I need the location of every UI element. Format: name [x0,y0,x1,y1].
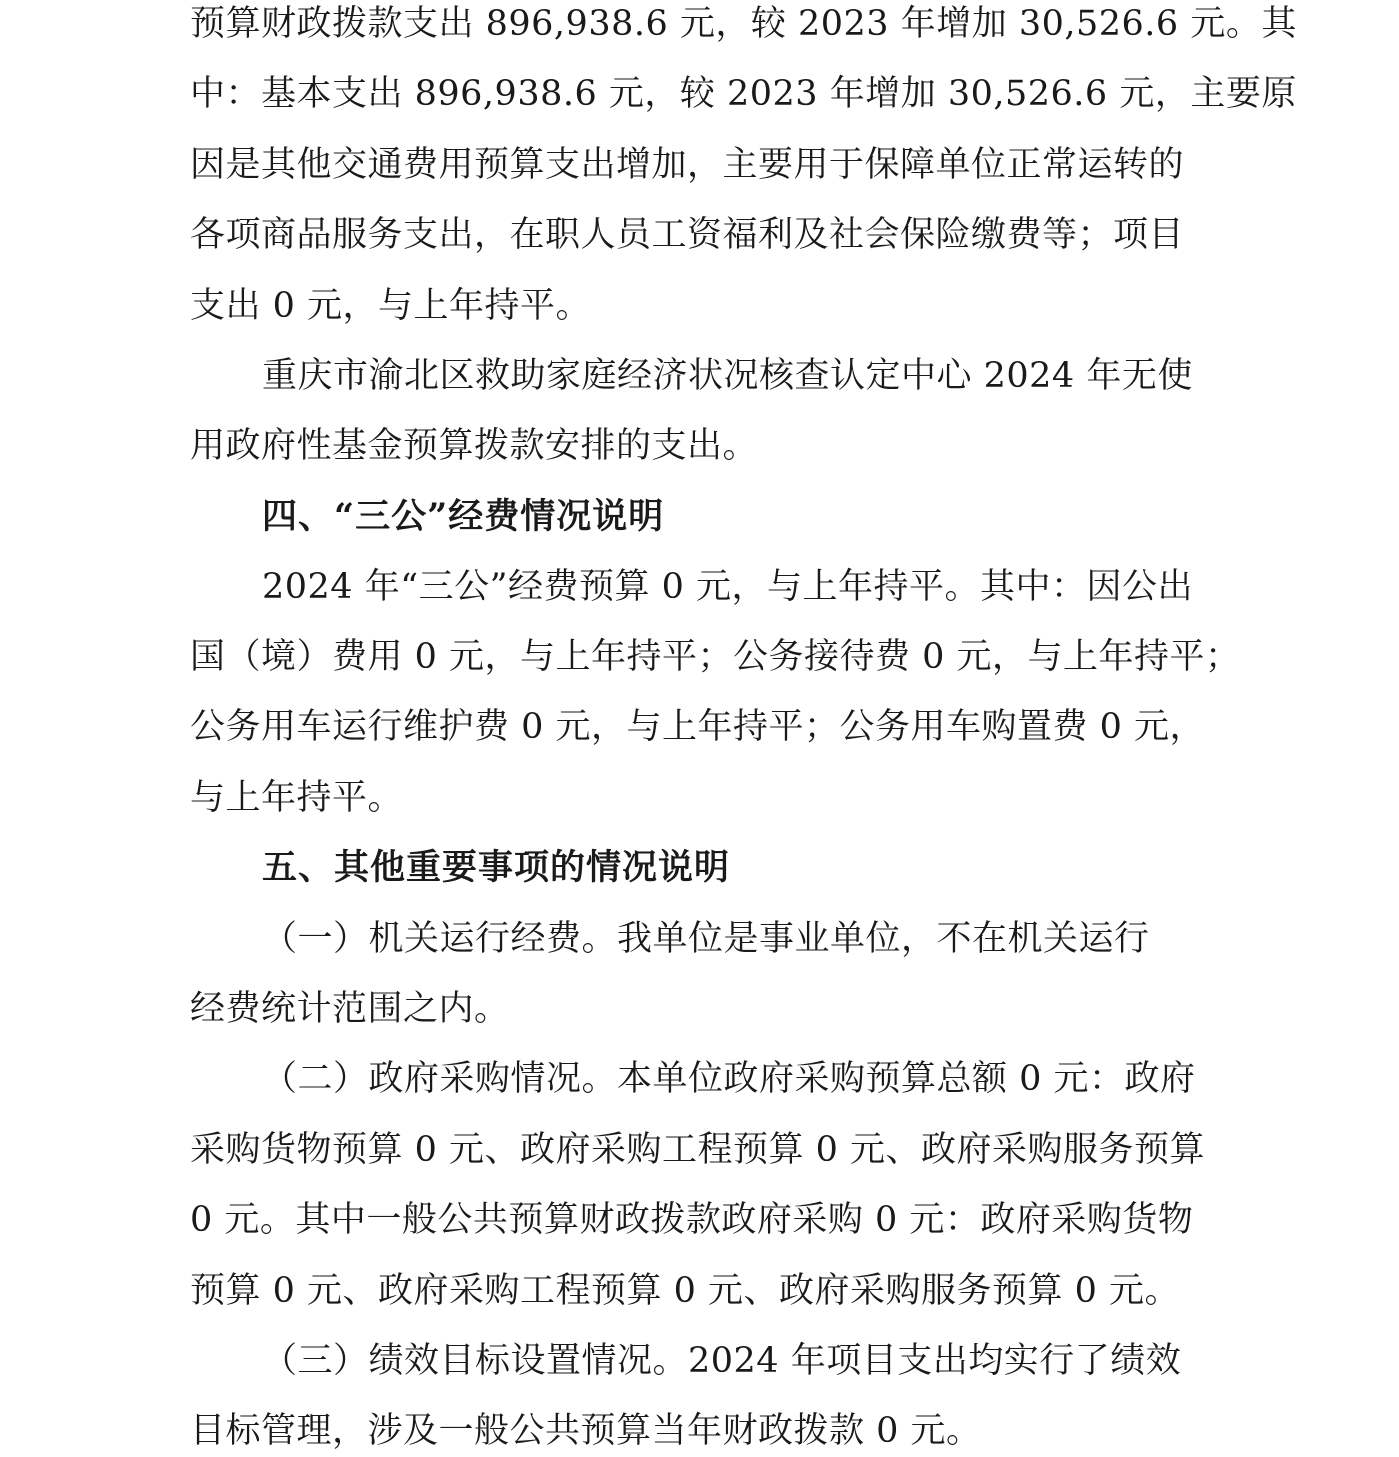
paragraph-line: （一）机关运行经费。我单位是事业单位，不在机关运行 [262,919,1150,959]
section-heading-five: 五、其他重要事项的情况说明 [262,847,731,888]
paragraph-line: 预算财政拨款支出 896,938.6 元，较 2023 年增加 30,526.6 元。其 [190,4,1297,44]
paragraph-line: 因是其他交通费用预算支出增加，主要用于保障单位正常运转的 [190,145,1185,185]
paragraph-line: 目标管理，涉及一般公共预算当年财政拨款 0 元。 [190,1411,982,1451]
paragraph-line: 重庆市渝北区救助家庭经济状况核查认定中心 2024 年无使 [262,356,1193,396]
paragraph-line: 公务用车运行维护费 0 元，与上年持平；公务用车购置费 0 元， [190,707,1206,747]
paragraph-line: 与上年持平。 [190,778,404,818]
paragraph-line: 中：基本支出 896,938.6 元，较 2023 年增加 30,526.6 元，主要原 [190,74,1297,114]
paragraph-line: 0 元。其中一般公共预算财政拨款政府采购 0 元：政府采购货物 [190,1200,1194,1240]
paragraph-line: 2024 年“三公”经费预算 0 元，与上年持平。其中：因公出 [262,567,1194,607]
paragraph-line: （二）政府采购情况。本单位政府采购预算总额 0 元：政府 [262,1059,1196,1099]
paragraph-line: 国（境）费用 0 元，与上年持平；公务接待费 0 元，与上年持平； [190,637,1241,677]
paragraph-line: 经费统计范围之内。 [190,989,510,1029]
paragraph-line: 用政府性基金预算拨款安排的支出。 [190,426,759,466]
paragraph-line: 预算 0 元、政府采购工程预算 0 元、政府采购服务预算 0 元。 [190,1271,1181,1311]
paragraph-line: 支出 0 元，与上年持平。 [190,286,592,326]
paragraph-line: 采购货物预算 0 元、政府采购工程预算 0 元、政府采购服务预算 [190,1130,1206,1170]
section-heading-four: 四、“三公”经费情况说明 [262,496,665,537]
paragraph-line: 各项商品服务支出，在职人员工资福利及社会保险缴费等；项目 [190,215,1185,255]
paragraph-line: （三）绩效目标设置情况。2024 年项目支出均实行了绩效 [262,1341,1182,1381]
